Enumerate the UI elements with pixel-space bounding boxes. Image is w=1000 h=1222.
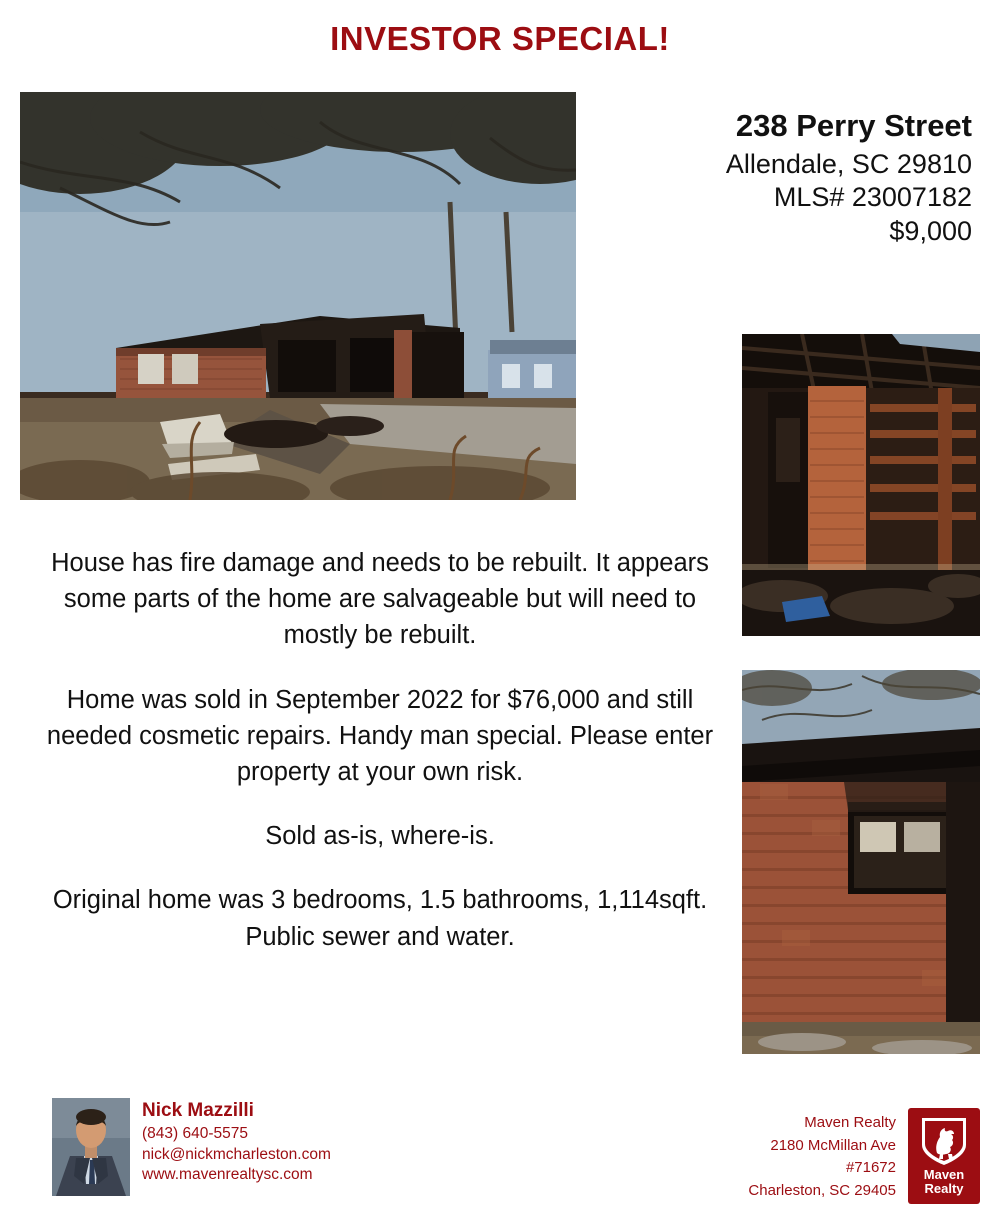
description-paragraph-2: Home was sold in September 2022 for $76,000 and still needed cosmetic repairs. Handy man special. Please enter property at your own risk. (46, 685, 714, 787)
agent-contact-block (52, 1098, 331, 1196)
lion-shield-icon (919, 1115, 969, 1167)
brokerage-address: 2180 McMillan Ave (770, 1136, 896, 1154)
listing-city-state-zip: Allendale, SC 29810 (725, 148, 972, 179)
agent-name: Nick Mazzilli (142, 1100, 254, 1121)
logo-word-line-2: Realty (924, 1181, 964, 1197)
page-title: INVESTOR SPECIAL! (330, 20, 670, 57)
listing-street-address: 238 Perry Street (735, 108, 972, 143)
agent-email[interactable]: nick@nickmcharleston.com (142, 1145, 331, 1163)
description-paragraph-3: Sold as-is, where-is. (265, 822, 495, 851)
maven-realty-logo (908, 1108, 980, 1204)
logo-wordmark (908, 1168, 980, 1196)
agent-headshot (52, 1098, 130, 1196)
agent-phone[interactable]: (843) 640-5575 (142, 1125, 248, 1143)
brokerage-name: Maven Realty (804, 1114, 896, 1131)
listing-mls-number: MLS# 23007182 (773, 182, 972, 213)
listing-price: $9,000 (889, 216, 972, 247)
secondary-property-photo-interior (742, 334, 980, 636)
brokerage-block (748, 1108, 980, 1204)
main-property-photo (20, 92, 576, 500)
secondary-property-photo-exterior-wall (742, 670, 980, 1054)
logo-word-line-1: Maven (923, 1167, 965, 1182)
brokerage-suite: #71672 (845, 1159, 896, 1176)
description-paragraph-1: House has fire damage and needs to be rebuilt. It appears some parts of the home are salvageable but will need to mostly be rebuilt. (51, 549, 709, 650)
description-paragraph-4: Original home was 3 bedrooms, 1.5 bathrooms, 1,114sqft. Public sewer and water. (52, 886, 708, 951)
property-description (30, 545, 730, 955)
brokerage-city-state-zip: Charleston, SC 29405 (748, 1181, 896, 1199)
listing-address-block (552, 108, 972, 248)
agent-website[interactable]: www.mavenrealtysc.com (142, 1165, 313, 1183)
